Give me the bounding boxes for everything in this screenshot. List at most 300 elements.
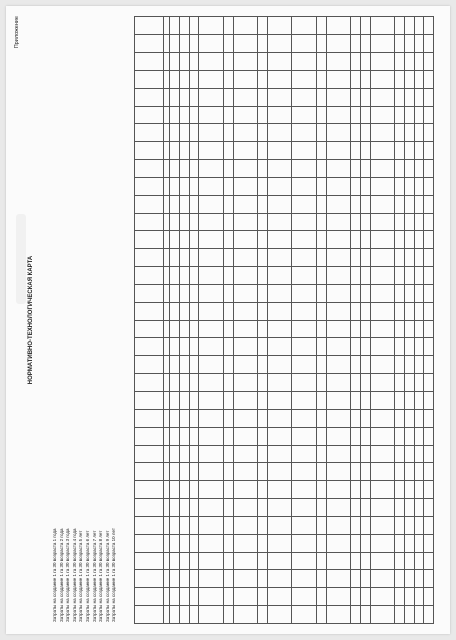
table-cell: [395, 53, 405, 71]
table-cell: [135, 142, 164, 160]
table-cell: [189, 481, 199, 499]
scan-artifact: [16, 214, 26, 304]
table-cell: [404, 338, 414, 356]
table-cell: [361, 499, 371, 517]
table-cell: [414, 570, 424, 588]
table-cell: [292, 374, 317, 392]
table-cell: [404, 320, 414, 338]
table-cell: [351, 195, 361, 213]
table-cell: [395, 570, 405, 588]
table-cell: [370, 124, 395, 142]
table-cell: [351, 499, 361, 517]
table-cell: [233, 588, 258, 606]
table-cell: [404, 552, 414, 570]
table-cell: [424, 320, 434, 338]
cost-label: Затраты на создание 1 га 30 возраста 4 года: [71, 528, 77, 622]
table-cell: [223, 445, 233, 463]
table-cell: [258, 70, 268, 88]
table-cell: [267, 392, 292, 410]
table-cell: [223, 392, 233, 410]
table-cell: [292, 534, 317, 552]
table-cell: [326, 160, 351, 178]
table-cell: [267, 160, 292, 178]
table-cell: [395, 606, 405, 624]
table-cell: [351, 516, 361, 534]
table-cell: [351, 552, 361, 570]
table-cell: [292, 320, 317, 338]
table-cell: [170, 70, 180, 88]
cost-label: Затраты на создание 1 га 30 возраста 8 лет: [98, 530, 104, 622]
table-cell: [233, 160, 258, 178]
table-cell: [179, 356, 189, 374]
table-cell: [292, 177, 317, 195]
table-cell: [292, 499, 317, 517]
table-cell: [267, 106, 292, 124]
table-cell: [404, 17, 414, 35]
table-cell: [404, 124, 414, 142]
table-cell: [351, 302, 361, 320]
table-cell: [179, 231, 189, 249]
table-cell: [135, 588, 164, 606]
table-cell: [414, 606, 424, 624]
table-cell: [370, 53, 395, 71]
table-cell: [317, 338, 327, 356]
table-cell: [258, 516, 268, 534]
table-row: [179, 17, 189, 624]
table-cell: [267, 195, 292, 213]
table-cell: [170, 302, 180, 320]
table-cell: [267, 516, 292, 534]
table-cell: [361, 445, 371, 463]
table-cell: [317, 249, 327, 267]
table-cell: [267, 267, 292, 285]
table-cell: [135, 356, 164, 374]
table-cell: [179, 284, 189, 302]
table-row: [361, 17, 371, 624]
table-cell: [361, 53, 371, 71]
table-cell: [326, 124, 351, 142]
table-cell: [326, 445, 351, 463]
table-cell: [395, 499, 405, 517]
table-cell: [189, 53, 199, 71]
table-cell: [317, 356, 327, 374]
table-cell: [404, 463, 414, 481]
table-cell: [135, 106, 164, 124]
table-cell: [267, 338, 292, 356]
table-cell: [424, 249, 434, 267]
table-row: [424, 17, 434, 624]
table-cell: [267, 588, 292, 606]
table-cell: [189, 534, 199, 552]
table-cell: [317, 284, 327, 302]
table-cell: [424, 195, 434, 213]
table-cell: [351, 284, 361, 302]
table-cell: [267, 302, 292, 320]
table-cell: [199, 106, 224, 124]
table-cell: [170, 53, 180, 71]
table-cell: [395, 267, 405, 285]
table-cell: [267, 284, 292, 302]
table-cell: [361, 374, 371, 392]
table-cell: [267, 570, 292, 588]
table-cell: [326, 70, 351, 88]
table-cell: [170, 356, 180, 374]
table-cell: [317, 499, 327, 517]
table-cell: [267, 142, 292, 160]
table-cell: [267, 35, 292, 53]
table-cell: [135, 481, 164, 499]
table-cell: [326, 516, 351, 534]
table-cell: [292, 463, 317, 481]
table-cell: [317, 516, 327, 534]
table-cell: [361, 392, 371, 410]
table-cell: [258, 499, 268, 517]
table-cell: [223, 516, 233, 534]
table-cell: [189, 88, 199, 106]
table-cell: [258, 606, 268, 624]
table-cell: [170, 267, 180, 285]
table-cell: [267, 356, 292, 374]
table-cell: [370, 213, 395, 231]
table-cell: [292, 445, 317, 463]
table-cell: [199, 552, 224, 570]
table-cell: [179, 160, 189, 178]
table-cell: [404, 142, 414, 160]
table-cell: [199, 338, 224, 356]
table-cell: [233, 338, 258, 356]
table-cell: [199, 160, 224, 178]
table-cell: [170, 195, 180, 213]
table-cell: [395, 35, 405, 53]
table-cell: [258, 481, 268, 499]
table-cell: [414, 320, 424, 338]
table-cell: [223, 499, 233, 517]
table-cell: [170, 516, 180, 534]
table-cell: [414, 160, 424, 178]
table-cell: [351, 463, 361, 481]
table-cell: [135, 409, 164, 427]
table-cell: [414, 516, 424, 534]
table-cell: [233, 231, 258, 249]
table-cell: [258, 427, 268, 445]
table-cell: [199, 570, 224, 588]
table-cell: [189, 124, 199, 142]
table-cell: [135, 124, 164, 142]
table-cell: [361, 320, 371, 338]
table-cell: [199, 499, 224, 517]
table-cell: [424, 516, 434, 534]
table-cell: [317, 267, 327, 285]
table-cell: [199, 124, 224, 142]
table-cell: [233, 570, 258, 588]
table-cell: [292, 356, 317, 374]
table-cell: [424, 409, 434, 427]
table-grid: [134, 16, 434, 624]
table-cell: [267, 409, 292, 427]
table-cell: [199, 142, 224, 160]
table-cell: [395, 17, 405, 35]
table-cell: [233, 356, 258, 374]
table-cell: [317, 463, 327, 481]
table-cell: [292, 427, 317, 445]
table-row: [414, 17, 424, 624]
table-cell: [414, 124, 424, 142]
cost-label: Затраты на создание 1 га 30 возраста 3 года: [65, 528, 71, 622]
table-cell: [223, 570, 233, 588]
table-cell: [414, 588, 424, 606]
table-cell: [351, 106, 361, 124]
rotated-document: [6, 6, 450, 634]
table-cell: [223, 552, 233, 570]
table-cell: [370, 177, 395, 195]
table-cell: [292, 338, 317, 356]
table-cell: [317, 17, 327, 35]
table-cell: [267, 499, 292, 517]
table-cell: [135, 516, 164, 534]
table-cell: [414, 53, 424, 71]
table-cell: [317, 588, 327, 606]
table-cell: [135, 606, 164, 624]
table-cell: [395, 445, 405, 463]
table-cell: [395, 338, 405, 356]
table-cell: [326, 284, 351, 302]
table-cell: [135, 463, 164, 481]
table-cell: [292, 249, 317, 267]
table-cell: [179, 499, 189, 517]
table-cell: [351, 392, 361, 410]
table-cell: [292, 88, 317, 106]
table-cell: [414, 392, 424, 410]
table-cell: [233, 53, 258, 71]
cost-row: [52, 464, 59, 622]
table-cell: [326, 17, 351, 35]
table-cell: [233, 392, 258, 410]
table-cell: [361, 17, 371, 35]
table-cell: [170, 481, 180, 499]
table-cell: [223, 284, 233, 302]
table-cell: [351, 374, 361, 392]
table-cell: [135, 338, 164, 356]
table-cell: [189, 552, 199, 570]
table-cell: [135, 302, 164, 320]
table-cell: [199, 267, 224, 285]
table-cell: [370, 409, 395, 427]
table-cell: [267, 124, 292, 142]
table-cell: [351, 445, 361, 463]
table-cell: [199, 374, 224, 392]
table-cell: [370, 267, 395, 285]
table-cell: [179, 195, 189, 213]
table-cell: [233, 249, 258, 267]
table-cell: [326, 320, 351, 338]
table-cell: [258, 392, 268, 410]
table-cell: [292, 570, 317, 588]
table-cell: [317, 552, 327, 570]
table-cell: [414, 552, 424, 570]
table-cell: [370, 231, 395, 249]
table-cell: [414, 463, 424, 481]
table-cell: [351, 338, 361, 356]
table-row: [233, 17, 258, 624]
table-cell: [424, 142, 434, 160]
table-cell: [189, 392, 199, 410]
table-cell: [199, 445, 224, 463]
table-cell: [424, 267, 434, 285]
table-cell: [267, 320, 292, 338]
table-cell: [189, 195, 199, 213]
table-cell: [189, 427, 199, 445]
table-cell: [424, 534, 434, 552]
table-cell: [223, 588, 233, 606]
table-cell: [179, 124, 189, 142]
table-cell: [404, 177, 414, 195]
table-cell: [370, 481, 395, 499]
table-cell: [179, 17, 189, 35]
table-cell: [424, 374, 434, 392]
table-cell: [361, 213, 371, 231]
table-cell: [317, 570, 327, 588]
table-cell: [317, 445, 327, 463]
table-cell: [267, 552, 292, 570]
table-cell: [258, 463, 268, 481]
table-cell: [326, 35, 351, 53]
table-cell: [233, 302, 258, 320]
table-cell: [135, 231, 164, 249]
table-cell: [223, 53, 233, 71]
table-cell: [292, 213, 317, 231]
table-cell: [258, 409, 268, 427]
table-cell: [361, 356, 371, 374]
table-cell: [414, 302, 424, 320]
table-cell: [135, 195, 164, 213]
table-cell: [317, 106, 327, 124]
table-cell: [179, 374, 189, 392]
table-cell: [326, 552, 351, 570]
table-cell: [170, 17, 180, 35]
table-cell: [170, 320, 180, 338]
table-cell: [258, 177, 268, 195]
table-cell: [404, 231, 414, 249]
table-cell: [170, 177, 180, 195]
table-cell: [361, 88, 371, 106]
table-cell: [233, 177, 258, 195]
table-cell: [317, 213, 327, 231]
table-cell: [199, 463, 224, 481]
table-cell: [395, 284, 405, 302]
table-cell: [135, 374, 164, 392]
table-cell: [414, 374, 424, 392]
table-cell: [258, 17, 268, 35]
table-cell: [424, 124, 434, 142]
table-cell: [258, 195, 268, 213]
table-cell: [292, 392, 317, 410]
table-cell: [317, 142, 327, 160]
table-cell: [292, 142, 317, 160]
table-cell: [223, 106, 233, 124]
table-cell: [135, 392, 164, 410]
table-cell: [223, 302, 233, 320]
table-cell: [223, 70, 233, 88]
table-cell: [326, 249, 351, 267]
table-cell: [135, 53, 164, 71]
table-cell: [317, 231, 327, 249]
table-cell: [424, 213, 434, 231]
table-cell: [351, 249, 361, 267]
table-cell: [361, 231, 371, 249]
table-cell: [170, 124, 180, 142]
table-cell: [395, 302, 405, 320]
table-cell: [395, 195, 405, 213]
table-cell: [351, 35, 361, 53]
table-row: [370, 17, 395, 624]
table-cell: [170, 284, 180, 302]
table-cell: [179, 445, 189, 463]
table-cell: [424, 53, 434, 71]
table-row: [258, 17, 268, 624]
table-cell: [370, 374, 395, 392]
table-cell: [317, 392, 327, 410]
table-cell: [223, 534, 233, 552]
cost-row: [78, 464, 85, 622]
table-header-row: [135, 17, 164, 624]
table-cell: [223, 231, 233, 249]
table-cell: [233, 17, 258, 35]
table-cell: [189, 302, 199, 320]
table-cell: [170, 231, 180, 249]
table-cell: [424, 463, 434, 481]
table-cell: [326, 195, 351, 213]
table-cell: [424, 106, 434, 124]
table-cell: [404, 392, 414, 410]
table-cell: [326, 106, 351, 124]
table-cell: [170, 552, 180, 570]
table-cell: [258, 570, 268, 588]
table-cell: [395, 481, 405, 499]
table-row: [351, 17, 361, 624]
table-cell: [404, 588, 414, 606]
table-cell: [326, 142, 351, 160]
table-cell: [361, 516, 371, 534]
table-cell: [414, 409, 424, 427]
table-cell: [424, 499, 434, 517]
table-cell: [414, 427, 424, 445]
table-cell: [370, 88, 395, 106]
table-cell: [326, 427, 351, 445]
table-cell: [135, 552, 164, 570]
table-cell: [258, 552, 268, 570]
table-cell: [414, 17, 424, 35]
table-cell: [351, 481, 361, 499]
table-cell: [424, 160, 434, 178]
table-cell: [326, 302, 351, 320]
table-cell: [370, 427, 395, 445]
table-cell: [189, 338, 199, 356]
table-cell: [199, 392, 224, 410]
table-cell: [424, 177, 434, 195]
table-cell: [267, 231, 292, 249]
table-cell: [404, 70, 414, 88]
table-cell: [351, 409, 361, 427]
table-cell: [361, 284, 371, 302]
table-cell: [292, 70, 317, 88]
table-cell: [370, 70, 395, 88]
table-cell: [361, 267, 371, 285]
table-cell: [170, 570, 180, 588]
table-cell: [326, 606, 351, 624]
table-cell: [404, 445, 414, 463]
table-cell: [179, 53, 189, 71]
cost-row: [59, 464, 66, 622]
